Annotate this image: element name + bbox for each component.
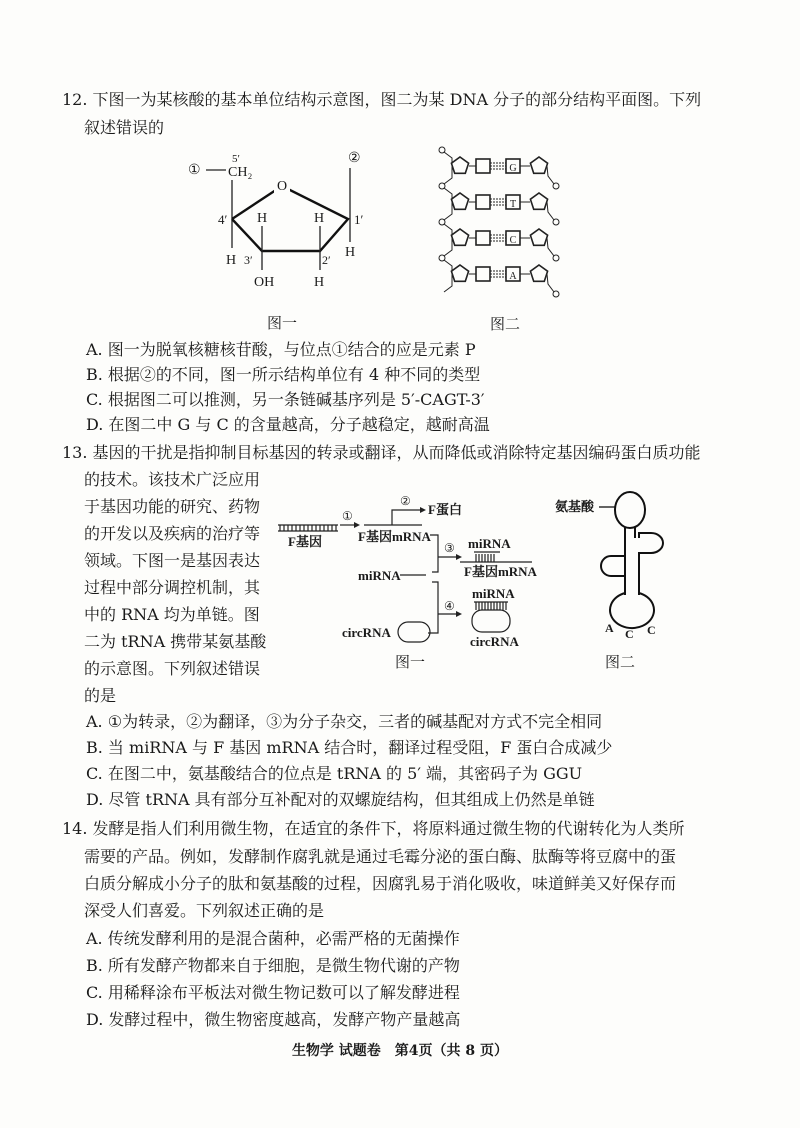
base-box [476, 231, 490, 245]
q14-option-b[interactable]: B. 所有发酵产物都来自于细胞，是微生物代谢的产物 [86, 956, 460, 975]
q13-stem-line: 的技术。该技术广泛应用 [84, 470, 261, 489]
q13-stem-line: 过程中部分调控机制，其 [84, 578, 261, 597]
q13-stem-line: 领域。下图一是基因表达 [84, 551, 261, 570]
q13-stem-line: 二为 tRNA 携带某氨基酸 [84, 632, 267, 651]
deoxyribose-shape [530, 265, 547, 281]
step-1-label: ① [342, 509, 353, 523]
deoxyribose-shape [530, 157, 547, 173]
q12-option-d[interactable]: D. 在图二中 G 与 C 的含量越高，分子越稳定，越耐高温 [86, 415, 490, 434]
step-4-label: ④ [444, 599, 455, 613]
q13-stem-line: 的示意图。下列叙述错误 [84, 659, 261, 678]
deoxyribose-shape [530, 193, 547, 209]
q14-stem-line: 深受人们喜爱。下列叙述正确的是 [84, 901, 325, 920]
mirna-label: miRNA [468, 536, 511, 551]
circrna-label: circRNA [342, 625, 391, 640]
q12-figure-1-nucleotide [170, 140, 370, 340]
base-box [476, 267, 490, 281]
figure-caption: 图一 [266, 316, 298, 332]
c5-label: 5′ [232, 153, 240, 165]
ch2-label: CH₂ [228, 165, 253, 180]
anticodon-base: C [647, 623, 656, 637]
q13-stem-line: 于基因功能的研究、药物 [84, 497, 261, 516]
q14-option-d[interactable]: D. 发酵过程中，微生物密度越高，发酵产物产量越高 [86, 1010, 461, 1029]
base-box [476, 159, 490, 173]
h-label: H [257, 211, 268, 226]
figure-caption: 图一 [394, 655, 426, 671]
q14-stem-line: 需要的产品。例如，发酵制作腐乳就是通过毛霉分泌的蛋白酶、肽酶等将豆腐中的蛋 [84, 847, 677, 866]
figure-caption: 图二 [490, 315, 521, 333]
f-mrna-label: F基因mRNA [358, 529, 431, 544]
deoxyribose-shape [530, 229, 547, 245]
deoxyribose-shape [451, 193, 468, 209]
h-label: H [314, 275, 325, 290]
q13-option-a[interactable]: A. ①为转录，②为翻译，③为分子杂交，三者的碱基配对方式不完全相同 [86, 712, 603, 731]
q14-option-a[interactable]: A. 传统发酵利用的是混合菌种，必需严格的无菌操作 [86, 929, 460, 948]
q14-stem-line: 14. 发酵是指人们利用微生物，在适宜的条件下，将原料通过微生物的代谢转化为人类所 [62, 819, 685, 838]
q12-stem-line: 12. 下图一为某核酸的基本单位结构示意图，图二为某 DNA 分子的部分结构平面图。下列 [62, 90, 702, 109]
page-footer: 生物学 试题卷 第4页（共 8 页） [291, 1043, 509, 1059]
q12-option-c[interactable]: C. 根据图二可以推测，另一条链碱基序列是 5′-CAGT-3′ [86, 390, 485, 409]
site-2-label: ② [348, 151, 361, 166]
anticodon-base: A [605, 621, 614, 635]
q13-figure-2-trna [555, 480, 695, 650]
q13-stem-line: 13. 基因的干扰是指抑制目标基因的转录或翻译，从而降低或消除特定基因编码蛋白质功能 [62, 443, 701, 462]
h-label: H [226, 253, 237, 268]
phosphate-circle [553, 255, 559, 261]
phosphate-circle [553, 291, 559, 297]
oh-label: OH [254, 275, 275, 290]
site-1-label: ① [188, 163, 201, 178]
circrna-label: circRNA [470, 634, 519, 649]
q12-stem-line: 叙述错误的 [84, 118, 165, 137]
c1-label: 1′ [354, 212, 364, 227]
deoxyribose-shape [451, 229, 468, 245]
q13-option-b[interactable]: B. 当 miRNA 与 F 基因 mRNA 结合时，翻译过程受阻，F 蛋白合成减少 [86, 738, 613, 757]
q13-figure-1-regulation [260, 480, 560, 680]
h-label: H [345, 245, 356, 260]
base-label: G [509, 163, 517, 174]
figure-caption: 图二 [605, 653, 636, 671]
q12-option-b[interactable]: B. 根据②的不同，图一所示结构单位有 4 种不同的类型 [86, 365, 481, 384]
h-label: H [314, 211, 325, 226]
f-mrna-label: F基因mRNA [464, 564, 537, 579]
step-2-label: ② [400, 494, 411, 508]
c2-label: 2′ [322, 253, 331, 267]
q13-stem-line: 的是 [84, 686, 117, 705]
q13-option-d[interactable]: D. 尽管 tRNA 具有部分互补配对的双螺旋结构，但其组成上仍然是单链 [86, 790, 595, 809]
step-3-label: ③ [444, 541, 455, 555]
deoxyribose-shape [451, 265, 468, 281]
base-label: T [509, 199, 517, 210]
base-box [476, 195, 490, 209]
q14-option-c[interactable]: C. 用稀释涂布平板法对微生物记数可以了解发酵进程 [86, 983, 460, 1002]
phosphate-circle [553, 183, 559, 189]
amino-acid-label: 氨基酸 [555, 499, 595, 514]
mirna-label: miRNA [472, 586, 515, 601]
c4-label: 4′ [218, 212, 228, 227]
q13-stem-line: 的开发以及疾病的治疗等 [84, 524, 261, 543]
f-protein-label: F蛋白 [428, 502, 462, 517]
oxygen-label: O [276, 179, 288, 194]
phosphate-circle [553, 219, 559, 225]
base-label: C [509, 235, 517, 246]
q12-option-a[interactable]: A. 图一为脱氧核糖核苷酸，与位点①结合的应是元素 P [86, 340, 476, 359]
q14-stem-line: 白质分解成小分子的肽和氨基酸的过程，因腐乳易于消化吸收，味道鲜美又好保存而 [84, 874, 677, 893]
base-label: A [509, 271, 517, 282]
c3-label: 3′ [244, 253, 253, 267]
deoxyribose-shape [451, 157, 468, 173]
anticodon-base: C [625, 627, 634, 641]
q13-option-c[interactable]: C. 在图二中，氨基酸结合的位点是 tRNA 的 5′ 端，其密码子为 GGU [86, 764, 583, 783]
q13-stem-line: 中的 RNA 均为单链。图 [84, 605, 260, 624]
f-gene-label: F基因 [288, 534, 322, 549]
mirna-label: miRNA [358, 568, 401, 583]
q12-figure-2-dna [430, 140, 570, 340]
